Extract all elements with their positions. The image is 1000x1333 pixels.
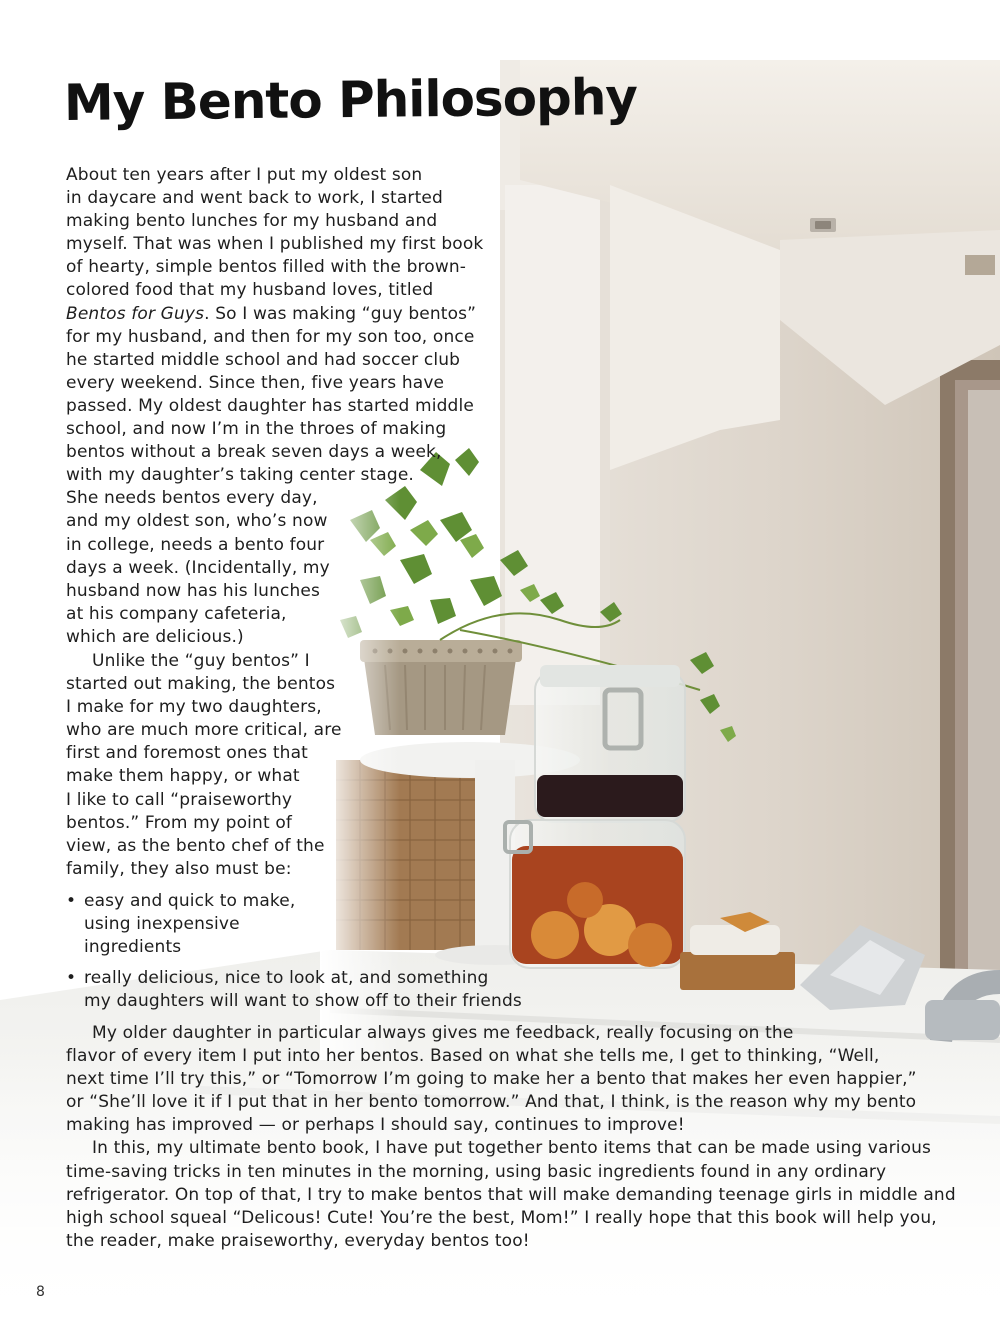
intro-paragraph	[66, 164, 483, 649]
text-line: myself. That was when I published my first book	[66, 234, 484, 255]
text-line: time-saving tricks in ten minutes in the morning, using basic ingredients found in any ordinary	[66, 1161, 887, 1182]
text-line: ingredients	[84, 937, 182, 958]
text-line: which are delicious.)	[66, 626, 244, 647]
text-line: every weekend. Since then, five years have	[66, 372, 445, 393]
book-title: Bentos for Guys	[66, 303, 205, 324]
text-line: days a week. (Incidentally, my	[66, 557, 330, 578]
text-line: my daughters will want to show off to their friends	[84, 991, 522, 1012]
text-line: colored food that my husband loves, titled	[66, 280, 434, 301]
text-line: refrigerator. On top of that, I try to make bentos that will make demanding teenage girls in middle and	[66, 1184, 956, 1205]
page-number: 8	[36, 1284, 45, 1300]
text-line: for my husband, and then for my son too, once	[66, 326, 475, 347]
text-line	[66, 303, 483, 326]
text-line: easy and quick to make,	[84, 891, 296, 911]
text-line: I like to call “praiseworthy	[66, 789, 293, 810]
requirements-list	[66, 890, 522, 1021]
text-line: really delicious, nice to look at, and something	[84, 968, 489, 989]
text-line: using inexpensive	[84, 914, 240, 935]
text-line: husband now has his lunches	[66, 580, 321, 601]
text-line: at his company cafeteria,	[66, 603, 287, 624]
list-item	[66, 890, 522, 959]
text-line: making bento lunches for my husband and	[66, 211, 438, 232]
text-line: view, as the bento chef of the	[66, 835, 325, 856]
page-title: My Bento Philosophy	[63, 68, 638, 132]
text-line: high school squeal “Delicous! Cute! You’re the best, Mom!” I really hope that this book will help you,	[66, 1207, 937, 1228]
text-line: he started middle school and had soccer club	[66, 349, 461, 370]
text-line: with my daughter’s taking center stage.	[66, 465, 414, 486]
text-line: She needs bentos every day,	[66, 488, 318, 509]
text-line: passed. My oldest daughter has started middle	[66, 395, 474, 416]
text-line: of hearty, simple bentos filled with the brown-	[66, 257, 467, 278]
text-line: who are much more critical, are	[66, 720, 342, 741]
text-line: make them happy, or what	[66, 766, 300, 787]
bullet-icon: •	[66, 891, 77, 911]
text-line: first and foremost ones that	[66, 743, 308, 764]
text-line: the reader, make praiseworthy, everyday bentos too!	[66, 1230, 530, 1251]
second-paragraph	[66, 650, 342, 881]
text-line: family, they also must be:	[66, 858, 292, 879]
text-line: bentos.” From my point of	[66, 812, 293, 833]
text-line: school, and now I’m in the throes of making	[66, 419, 447, 440]
text-line: About ten years after I put my oldest son	[66, 165, 423, 185]
text-line: My older daughter in particular always gives me feedback, really focusing on the	[92, 1023, 794, 1043]
text-line: or “She’ll love it if I put that in her bento tomorrow.” And that, I think, is the reason why my bento	[66, 1092, 917, 1113]
text-line: I make for my two daughters,	[66, 697, 322, 718]
text-line: and my oldest son, who’s now	[66, 511, 328, 532]
text-line: making has improved — or perhaps I should say, continues to improve!	[66, 1115, 685, 1136]
text-line: flavor of every item I put into her bentos. Based on what she tells me, I get to thinking, “Well,	[66, 1046, 880, 1067]
text-line: bentos without a break seven days a week,	[66, 442, 442, 463]
closing-paragraphs	[66, 1022, 956, 1253]
text-line: in college, needs a bento four	[66, 534, 325, 555]
text-line: Unlike the “guy bentos” I	[92, 651, 310, 671]
text-line: In this, my ultimate bento book, I have put together bento items that can be made using various	[92, 1138, 932, 1159]
book-title-rest: . So I was making “guy bentos”	[204, 303, 477, 324]
text-line: next time I’ll try this,” or “Tomorrow I’m going to make her a bento that makes her even happier,”	[66, 1069, 917, 1090]
bullet-icon: •	[66, 968, 77, 989]
list-item	[66, 967, 522, 1013]
text-line: started out making, the bentos	[66, 674, 336, 695]
text-line: in daycare and went back to work, I started	[66, 188, 443, 209]
